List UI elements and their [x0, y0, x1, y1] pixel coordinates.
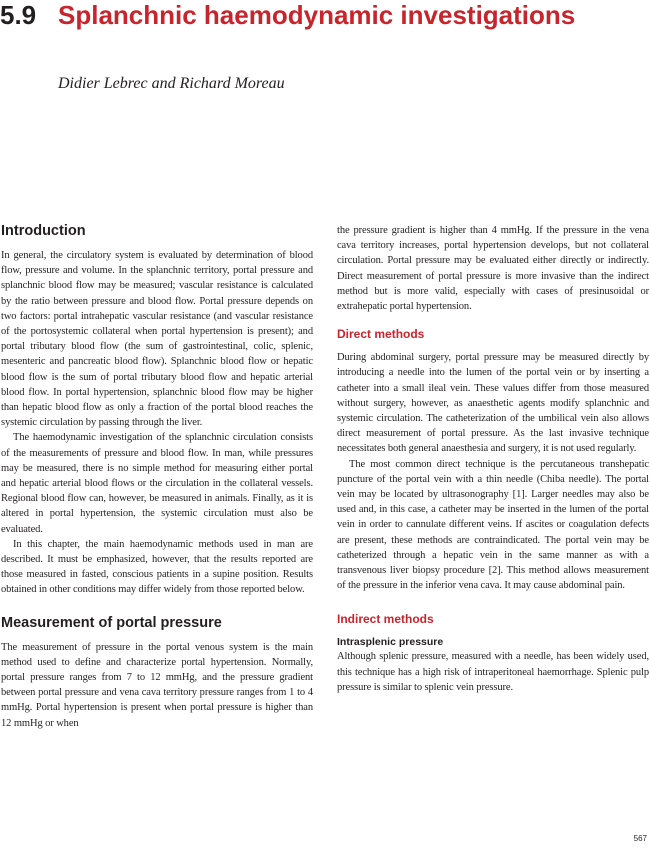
- subsection-heading-indirect-methods: Indirect methods: [337, 612, 434, 627]
- page-number: 567: [633, 834, 647, 843]
- direct-paragraph-2: The most common direct technique is the percutaneous transhepatic puncture of the portal vein with a thin needle (Chiba needle). The portal vein may be located by ultrasonography [1]. Larger needles may also be used and, in this case, a catheter may be inserted in the lumen of the portal vein in order to cannulate different veins. If ascites or coagulation defects are present, these methods are contraindicated. The portal vein may be catheterized through a hepatic vein in the same manner as with a transvenous liver biopsy procedure [2]. This method allows measurement of the pressure in the inferior vena cava. It may cause abdominal pain.: [337, 458, 649, 592]
- subsection-heading-direct-methods: Direct methods: [337, 327, 425, 342]
- direct-paragraph-1: During abdominal surgery, portal pressure may be measured directly by introducing a needle into the lumen of the portal vein or by inserting a catheter into a small ileal vein. These values differ from those measured without surgery, however, as anaesthetic agents modify splanchnic and systemic circulation. The catheterization of the umbilical vein also allows direct measurement of portal pressure. As the last invasive technique necessitates both general anaesthesia and surgery, it is not used regularly.: [337, 352, 649, 455]
- intro-paragraph-1: In general, the circulatory system is evaluated by determination of blood flow, pressure and volume. In the splanchnic territory, portal pressure and splanchnic blood flow may be measured; vascular resistance is calculated by the ratio between pressure and blood flow. Portal pressure depends on two factors: portal intrahepatic vascular resistance (and vascular resistance of the portosystemic collateral when portal hypertension is present); and portal tributary blood flow (the sum of gastrointestinal, colic, splenic, mesenteric and pancreatic blood flow). Splanchnic blood flow or hepatic blood flow is the sum of portal tributary blood flow and hepatic arterial blood flow. In portal hypertension, splanchnic blood flow may be higher than hepatic blood flow as only a fraction of the portal blood reaches the systemic circulation by passing through the liver.: [1, 250, 313, 429]
- portal-paragraph-1-continued: the pressure gradient is higher than 4 mmHg. If the pressure in the vena cava territory increases, portal hypertension develops, but not collateral circulation. Portal pressure may be evaluated either directly or indirectly. Direct measurement of portal pressure is more invasive than the indirect method but is more valid, especially with cases of presinusoidal or extrahepatic portal hypertension.: [337, 225, 649, 313]
- subsubsection-heading-intrasplenic-pressure: Intrasplenic pressure: [337, 636, 444, 649]
- left-column: [1, 222, 313, 731]
- section-heading-introduction: Introduction: [1, 223, 86, 239]
- chapter-number: 5.9: [0, 0, 37, 30]
- intrasplenic-paragraph-1: Although splenic pressure, measured with a needle, has been widely used, this technique has a high risk of intraperitoneal haemorrhage. Splenic pulp pressure is similar to splenic vein pressure.: [337, 651, 649, 693]
- portal-paragraph-1: The measurement of pressure in the portal venous system is the main method used to define and characterize portal hypertension. Normally, portal pressure ranges from 7 to 12 mmHg, and the pressure gradient between portal pressure and vena cava territory pressure ranges from 1 to 4 mmHg. Portal hypertension is present when portal pressure is higher than 12 mmHg or when: [1, 641, 313, 729]
- chapter-title: Splanchnic haemodynamic investigations: [58, 0, 576, 30]
- section-heading-portal-pressure: Measurement of portal pressure: [1, 614, 222, 631]
- right-column: [337, 223, 649, 695]
- chapter-authors: Didier Lebrec and Richard Moreau: [58, 75, 285, 92]
- intro-paragraph-2: The haemodynamic investigation of the splanchnic circulation consists of the measurements of pressure and blood flow. In man, while pressures may be measured, there is no simple method for measuring either portal and hepatic arterial blood flows or the circulation in the collateral vessels. Regional blood flow can, however, be measured in animals. Finally, as it is altered in portal hypertension, the systemic circulation must also be evaluated.: [1, 432, 313, 535]
- intro-paragraph-3: In this chapter, the main haemodynamic methods used in man are described. It must be emphasized, however, that the results reported are those measured in fasted, conscious patients in a supine position. Results obtained in other conditions may differ widely from those reported below.: [1, 538, 313, 596]
